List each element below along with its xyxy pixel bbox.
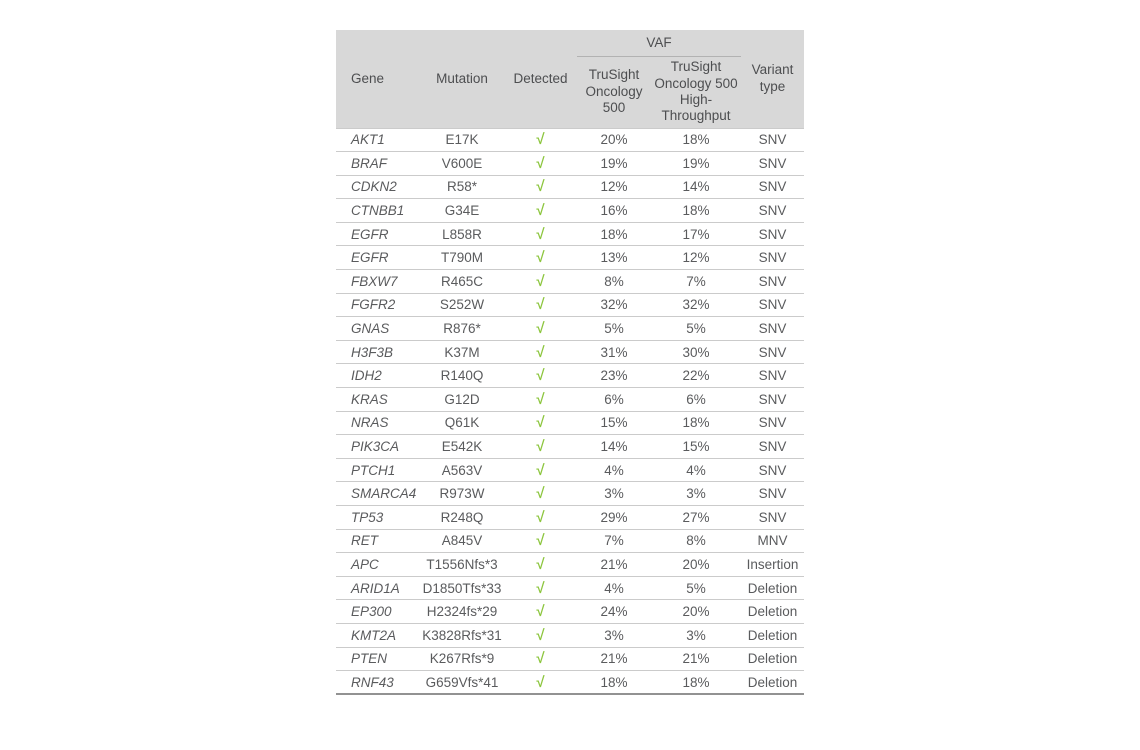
gene-cell: BRAF bbox=[336, 152, 420, 176]
gene-cell: GNAS bbox=[336, 317, 420, 341]
gene-cell: CDKN2 bbox=[336, 175, 420, 199]
variant-type-cell: SNV bbox=[741, 317, 804, 341]
gene-cell: PTCH1 bbox=[336, 458, 420, 482]
variant-type-cell: SNV bbox=[741, 364, 804, 388]
vaf-tso500-ht-cell: 20% bbox=[651, 553, 741, 577]
table-row bbox=[336, 600, 804, 624]
vaf-tso500-ht-cell: 3% bbox=[651, 482, 741, 506]
variant-type-cell: Deletion bbox=[741, 647, 804, 671]
gene-cell: CTNBB1 bbox=[336, 199, 420, 223]
table-row bbox=[336, 199, 804, 223]
vaf-tso500-cell: 21% bbox=[577, 553, 651, 577]
vaf-tso500-ht-cell: 8% bbox=[651, 529, 741, 553]
gene-cell: H3F3B bbox=[336, 340, 420, 364]
vaf-tso500-cell: 4% bbox=[577, 458, 651, 482]
mutation-cell: A845V bbox=[420, 529, 504, 553]
vaf-tso500-cell: 20% bbox=[577, 128, 651, 152]
vaf-tso500-cell: 4% bbox=[577, 576, 651, 600]
vaf-tso500-ht-cell: 5% bbox=[651, 576, 741, 600]
vaf-tso500-cell: 29% bbox=[577, 506, 651, 530]
vaf-tso500-ht-cell: 3% bbox=[651, 623, 741, 647]
gene-cell: EGFR bbox=[336, 246, 420, 270]
mutation-cell: T790M bbox=[420, 246, 504, 270]
mutation-cell: V600E bbox=[420, 152, 504, 176]
variant-type-cell: Deletion bbox=[741, 600, 804, 624]
mutation-cell: D1850Tfs*33 bbox=[420, 576, 504, 600]
gene-cell: KMT2A bbox=[336, 623, 420, 647]
table-row bbox=[336, 553, 804, 577]
mutation-cell: A563V bbox=[420, 458, 504, 482]
mutation-cell: L858R bbox=[420, 222, 504, 246]
detected-check-icon: √ bbox=[504, 647, 577, 671]
variant-type-cell: MNV bbox=[741, 529, 804, 553]
vaf-tso500-ht-cell: 20% bbox=[651, 600, 741, 624]
gene-cell: PIK3CA bbox=[336, 435, 420, 459]
variant-type-cell: SNV bbox=[741, 411, 804, 435]
variant-type-cell: SNV bbox=[741, 482, 804, 506]
mutation-cell: R973W bbox=[420, 482, 504, 506]
vaf-tso500-ht-cell: 27% bbox=[651, 506, 741, 530]
variant-type-cell: Deletion bbox=[741, 671, 804, 695]
table-row bbox=[336, 364, 804, 388]
vaf-tso500-ht-cell: 12% bbox=[651, 246, 741, 270]
mutation-table bbox=[336, 30, 804, 695]
vaf-tso500-cell: 14% bbox=[577, 435, 651, 459]
variant-type-cell: SNV bbox=[741, 506, 804, 530]
detected-check-icon: √ bbox=[504, 458, 577, 482]
mutation-cell: T1556Nfs*3 bbox=[420, 553, 504, 577]
gene-cell: TP53 bbox=[336, 506, 420, 530]
table-row bbox=[336, 222, 804, 246]
gene-cell: RNF43 bbox=[336, 671, 420, 695]
vaf-tso500-ht-cell: 32% bbox=[651, 293, 741, 317]
vaf-tso500-ht-cell: 19% bbox=[651, 152, 741, 176]
detected-check-icon: √ bbox=[504, 222, 577, 246]
vaf-tso500-cell: 8% bbox=[577, 270, 651, 294]
vaf-tso500-cell: 32% bbox=[577, 293, 651, 317]
table-row bbox=[336, 411, 804, 435]
variant-type-cell: SNV bbox=[741, 270, 804, 294]
table-row bbox=[336, 340, 804, 364]
vaf-tso500-cell: 24% bbox=[577, 600, 651, 624]
detected-check-icon: √ bbox=[504, 364, 577, 388]
vaf-tso500-ht-cell: 17% bbox=[651, 222, 741, 246]
mutation-cell: S252W bbox=[420, 293, 504, 317]
vaf-tso500-ht-cell: 7% bbox=[651, 270, 741, 294]
variant-type-cell: SNV bbox=[741, 435, 804, 459]
detected-check-icon: √ bbox=[504, 270, 577, 294]
table-row bbox=[336, 506, 804, 530]
vaf-tso500-ht-cell: 15% bbox=[651, 435, 741, 459]
gene-cell: PTEN bbox=[336, 647, 420, 671]
vaf-tso500-cell: 16% bbox=[577, 199, 651, 223]
vaf-tso500-cell: 15% bbox=[577, 411, 651, 435]
table-row bbox=[336, 529, 804, 553]
variant-type-cell: SNV bbox=[741, 340, 804, 364]
variant-type-cell: SNV bbox=[741, 128, 804, 152]
mutation-cell: R140Q bbox=[420, 364, 504, 388]
mutation-cell: G659Vfs*41 bbox=[420, 671, 504, 695]
vaf-tso500-cell: 18% bbox=[577, 222, 651, 246]
detected-check-icon: √ bbox=[504, 317, 577, 341]
gene-cell: EGFR bbox=[336, 222, 420, 246]
table-row bbox=[336, 175, 804, 199]
variant-type-cell: Deletion bbox=[741, 623, 804, 647]
table-row bbox=[336, 435, 804, 459]
vaf-tso500-ht-cell: 4% bbox=[651, 458, 741, 482]
detected-check-icon: √ bbox=[504, 553, 577, 577]
vaf-tso500-ht-cell: 18% bbox=[651, 199, 741, 223]
detected-check-icon: √ bbox=[504, 411, 577, 435]
vaf-tso500-ht-cell: 21% bbox=[651, 647, 741, 671]
gene-cell: FGFR2 bbox=[336, 293, 420, 317]
vaf-tso500-ht-cell: 18% bbox=[651, 411, 741, 435]
col-header-gene: Gene bbox=[336, 30, 420, 128]
vaf-tso500-ht-cell: 5% bbox=[651, 317, 741, 341]
gene-cell: RET bbox=[336, 529, 420, 553]
vaf-tso500-cell: 7% bbox=[577, 529, 651, 553]
variant-type-cell: SNV bbox=[741, 388, 804, 412]
col-header-mutation: Mutation bbox=[420, 30, 504, 128]
gene-cell: SMARCA4 bbox=[336, 482, 420, 506]
table-row bbox=[336, 458, 804, 482]
vaf-tso500-ht-cell: 14% bbox=[651, 175, 741, 199]
mutation-cell: K267Rfs*9 bbox=[420, 647, 504, 671]
gene-cell: KRAS bbox=[336, 388, 420, 412]
table-row bbox=[336, 270, 804, 294]
col-header-variant-type: Variant type bbox=[741, 30, 804, 128]
detected-check-icon: √ bbox=[504, 600, 577, 624]
detected-check-icon: √ bbox=[504, 623, 577, 647]
table-row bbox=[336, 647, 804, 671]
mutation-cell: E17K bbox=[420, 128, 504, 152]
detected-check-icon: √ bbox=[504, 340, 577, 364]
variant-type-cell: SNV bbox=[741, 222, 804, 246]
table-row bbox=[336, 388, 804, 412]
table-row bbox=[336, 576, 804, 600]
detected-check-icon: √ bbox=[504, 128, 577, 152]
gene-cell: IDH2 bbox=[336, 364, 420, 388]
variant-type-cell: SNV bbox=[741, 293, 804, 317]
gene-cell: AKT1 bbox=[336, 128, 420, 152]
table-row bbox=[336, 128, 804, 152]
header-group-row bbox=[336, 30, 804, 56]
vaf-tso500-cell: 5% bbox=[577, 317, 651, 341]
vaf-tso500-cell: 12% bbox=[577, 175, 651, 199]
col-header-tso500: TruSight Oncology 500 bbox=[577, 56, 651, 128]
detected-check-icon: √ bbox=[504, 152, 577, 176]
gene-cell: ARID1A bbox=[336, 576, 420, 600]
table-row bbox=[336, 246, 804, 270]
mutation-cell: R58* bbox=[420, 175, 504, 199]
gene-cell: EP300 bbox=[336, 600, 420, 624]
mutation-cell: Q61K bbox=[420, 411, 504, 435]
variant-type-cell: SNV bbox=[741, 199, 804, 223]
vaf-tso500-ht-cell: 18% bbox=[651, 128, 741, 152]
mutation-cell: R465C bbox=[420, 270, 504, 294]
vaf-tso500-cell: 13% bbox=[577, 246, 651, 270]
table-header bbox=[336, 30, 804, 128]
col-header-detected: Detected bbox=[504, 30, 577, 128]
variant-type-cell: SNV bbox=[741, 175, 804, 199]
table-row bbox=[336, 671, 804, 695]
vaf-tso500-ht-cell: 22% bbox=[651, 364, 741, 388]
table-row bbox=[336, 152, 804, 176]
detected-check-icon: √ bbox=[504, 576, 577, 600]
gene-cell: NRAS bbox=[336, 411, 420, 435]
col-group-header-vaf: VAF bbox=[577, 30, 741, 56]
vaf-tso500-cell: 18% bbox=[577, 671, 651, 695]
mutation-cell: R876* bbox=[420, 317, 504, 341]
vaf-tso500-cell: 19% bbox=[577, 152, 651, 176]
table-row bbox=[336, 482, 804, 506]
mutation-cell: R248Q bbox=[420, 506, 504, 530]
vaf-tso500-cell: 3% bbox=[577, 623, 651, 647]
variant-type-cell: Deletion bbox=[741, 576, 804, 600]
vaf-tso500-cell: 6% bbox=[577, 388, 651, 412]
table-row bbox=[336, 623, 804, 647]
mutation-cell: E542K bbox=[420, 435, 504, 459]
variant-type-cell: SNV bbox=[741, 458, 804, 482]
variant-type-cell: Insertion bbox=[741, 553, 804, 577]
detected-check-icon: √ bbox=[504, 506, 577, 530]
detected-check-icon: √ bbox=[504, 435, 577, 459]
vaf-tso500-ht-cell: 6% bbox=[651, 388, 741, 412]
col-header-tso500-high-throughput: TruSight Oncology 500 High-Throughput bbox=[651, 56, 741, 128]
gene-cell: APC bbox=[336, 553, 420, 577]
detected-check-icon: √ bbox=[504, 199, 577, 223]
vaf-tso500-cell: 23% bbox=[577, 364, 651, 388]
vaf-tso500-cell: 21% bbox=[577, 647, 651, 671]
detected-check-icon: √ bbox=[504, 388, 577, 412]
vaf-tso500-cell: 31% bbox=[577, 340, 651, 364]
mutation-cell: G12D bbox=[420, 388, 504, 412]
gene-cell: FBXW7 bbox=[336, 270, 420, 294]
table-row bbox=[336, 317, 804, 341]
vaf-tso500-cell: 3% bbox=[577, 482, 651, 506]
detected-check-icon: √ bbox=[504, 246, 577, 270]
mutation-cell: G34E bbox=[420, 199, 504, 223]
detected-check-icon: √ bbox=[504, 529, 577, 553]
mutation-cell: K37M bbox=[420, 340, 504, 364]
detected-check-icon: √ bbox=[504, 482, 577, 506]
table-body bbox=[336, 128, 804, 694]
detected-check-icon: √ bbox=[504, 671, 577, 695]
variant-type-cell: SNV bbox=[741, 246, 804, 270]
table-row bbox=[336, 293, 804, 317]
detected-check-icon: √ bbox=[504, 175, 577, 199]
mutation-cell: H2324fs*29 bbox=[420, 600, 504, 624]
detected-check-icon: √ bbox=[504, 293, 577, 317]
mutation-cell: K3828Rfs*31 bbox=[420, 623, 504, 647]
vaf-tso500-ht-cell: 30% bbox=[651, 340, 741, 364]
variant-type-cell: SNV bbox=[741, 152, 804, 176]
vaf-tso500-ht-cell: 18% bbox=[651, 671, 741, 695]
